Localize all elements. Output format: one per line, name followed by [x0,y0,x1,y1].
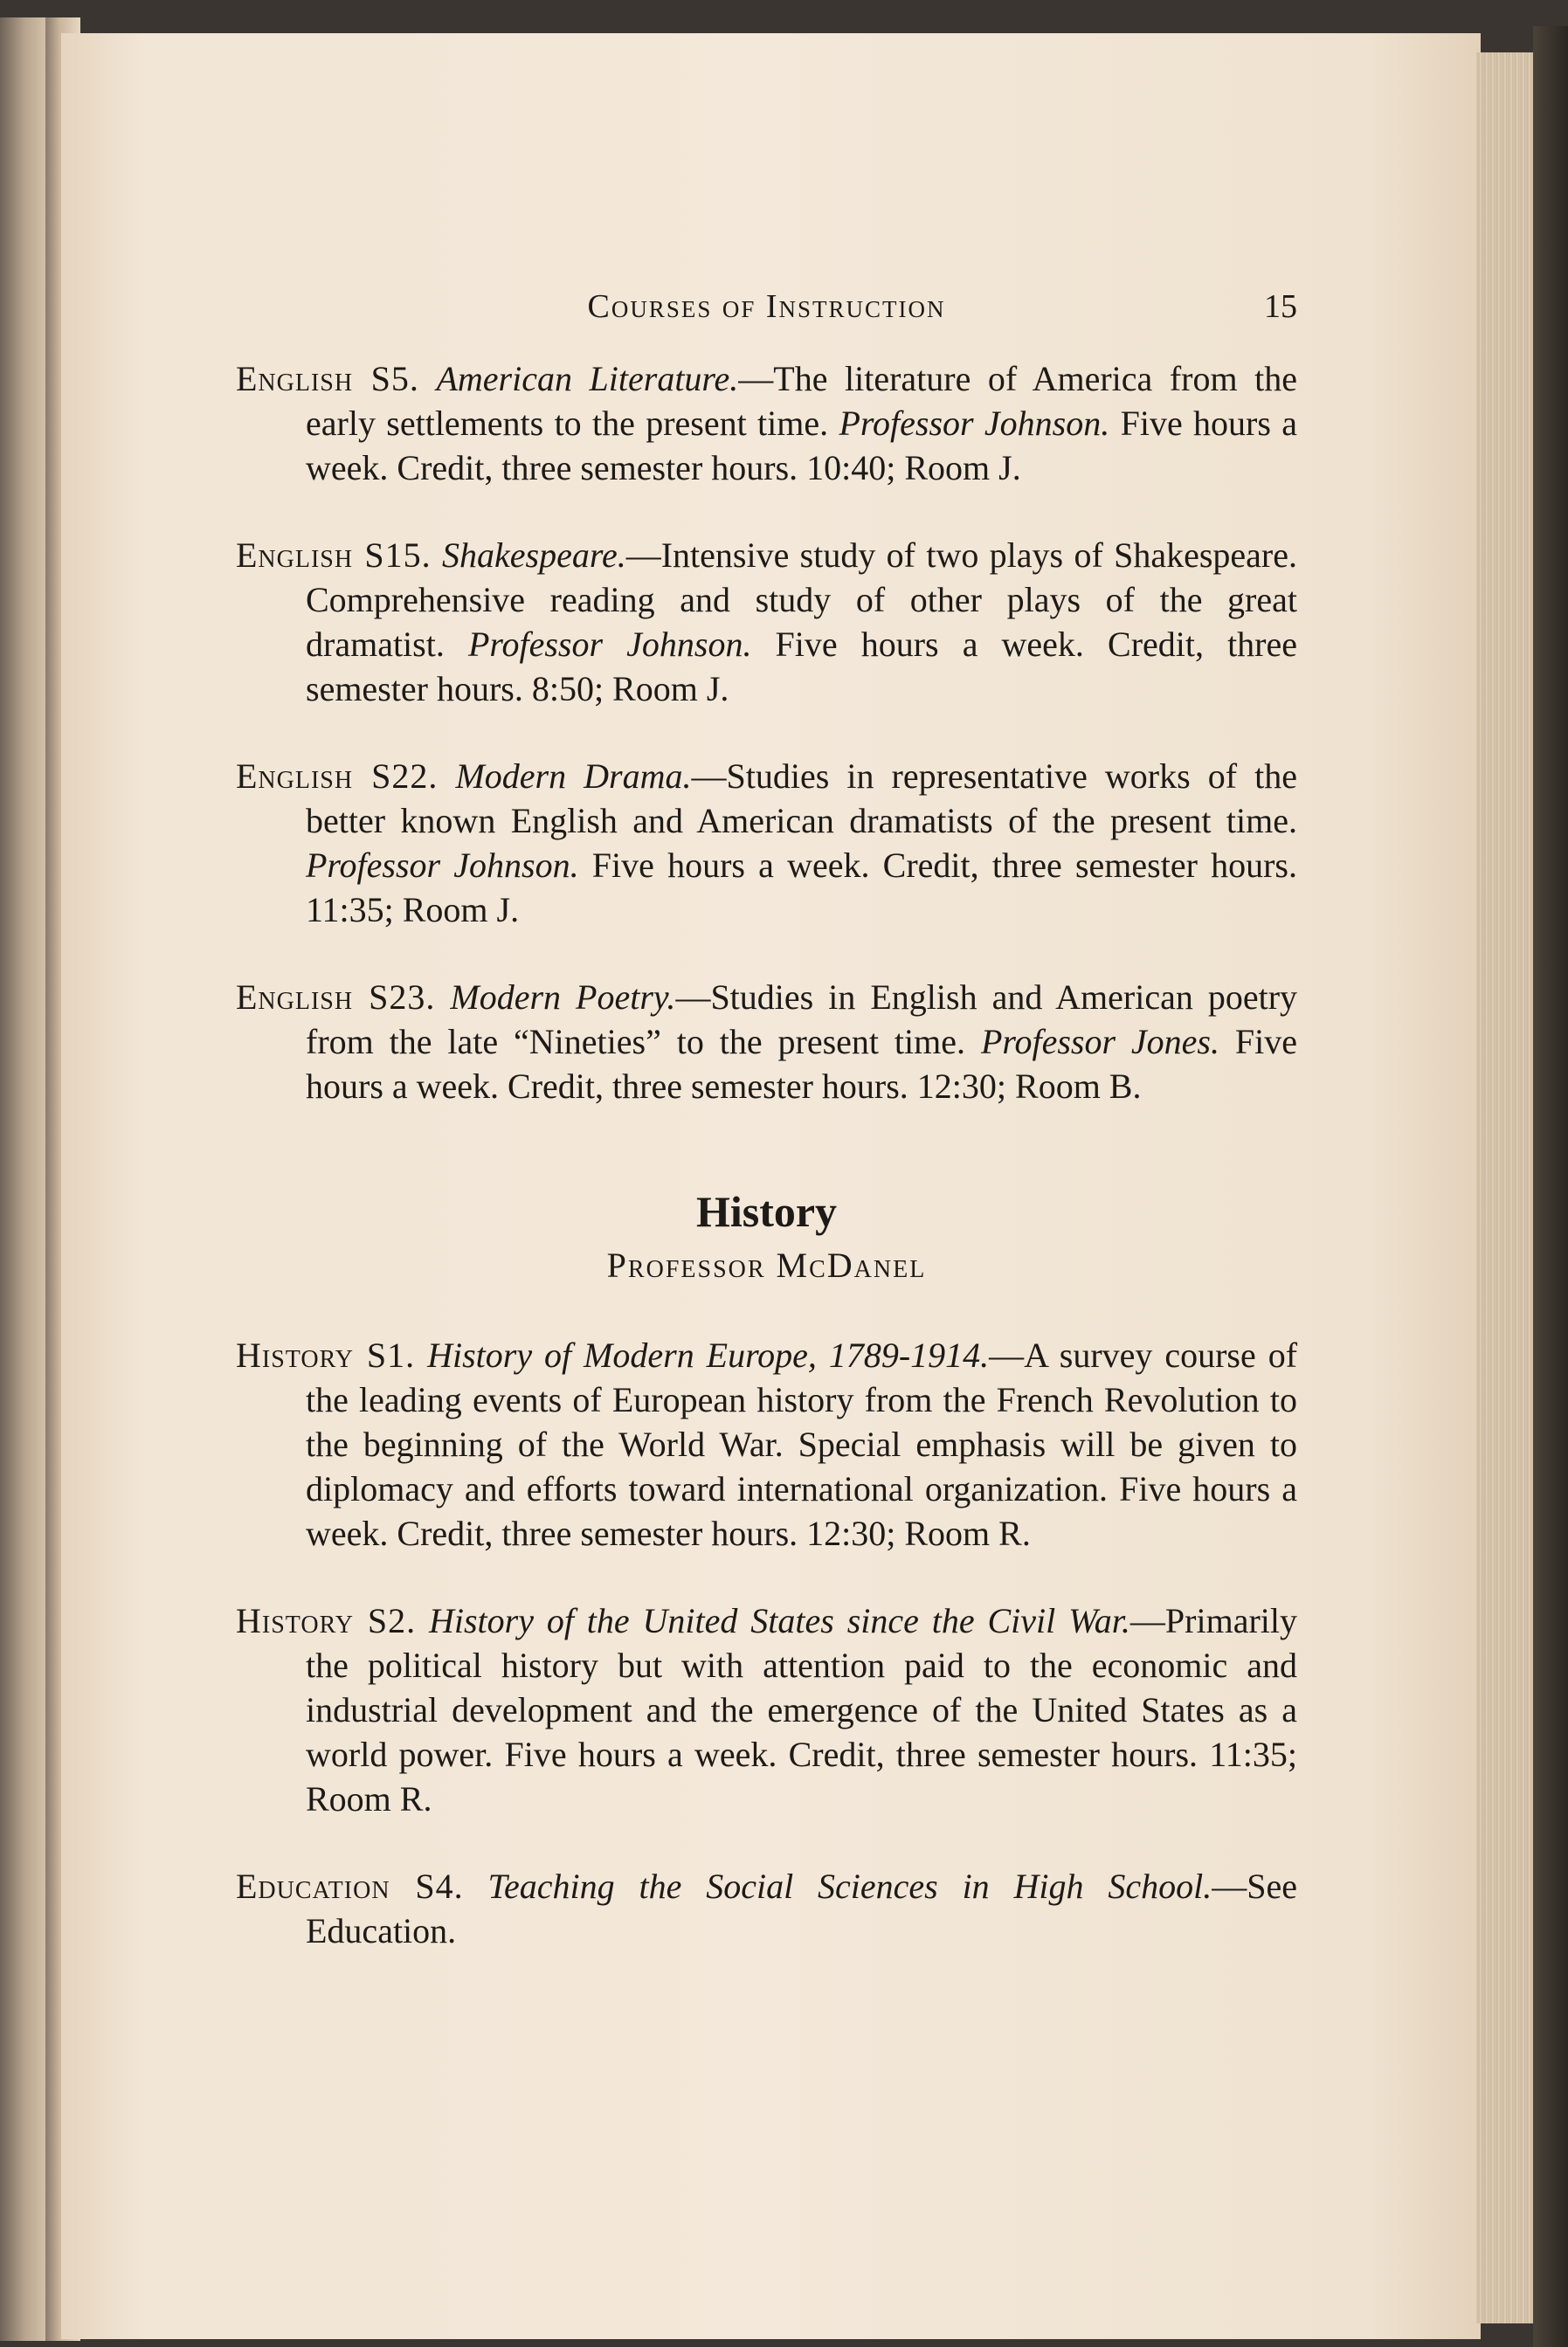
course-details: Five hours a week. Credit, three semester hours. 12:30; Room B. [306,1022,1298,1106]
course-description: —Studies in representative works of the better known English and American dramatists of the present time. [306,756,1298,840]
course-entry [236,533,1297,711]
course-description: —See Education. [306,1867,1297,1950]
page-edges [1476,52,1537,2323]
section-title: History [695,1187,838,1236]
course-title: History of Modern Europe, 1789-1914. [427,1336,990,1375]
course-description: —Primarily the political history but with attention paid to the economic and industrial development and the emergence of the United States as a world power. Five hours a week. Credit, three semester hours. 11:35; Room R. [306,1601,1298,1819]
course-title: Modern Drama. [455,756,692,796]
book-cover-edge [1533,26,1568,2347]
running-title: Courses of Instruction [587,288,946,325]
course-entry [236,356,1297,490]
section-professor: Professor McDanel [606,1246,927,1285]
course-description: —Intensive study of two plays of Shakespeare. Comprehensive reading and study of other plays of the great dramatist. [306,535,1298,664]
course-professor: Professor Johnson. [467,625,752,664]
course-code: History S1. [236,1336,416,1375]
course-title: American Literature. [436,359,739,398]
course-professor: Professor Johnson. [306,846,579,885]
course-entry [236,975,1297,1108]
course-entry [236,754,1297,932]
course-code: English S22. [236,756,439,796]
course-entry [236,1598,1297,1821]
page-number: 15 [1264,288,1297,325]
course-title: Teaching the Social Sciences in High School. [487,1867,1212,1906]
course-code: English S15. [236,535,432,575]
course-description: —Studies in English and American poetry from the late “Nineties” to the present time. [306,977,1298,1061]
facing-page-edge [0,17,51,2341]
course-details: Five hours a week. Credit, three semester hours. 10:40; Room J. [306,404,1298,487]
course-title: History of the United States since the Civil War. [428,1601,1130,1640]
course-title: Shakespeare. [442,535,626,575]
course-professor: Professor Johnson. [839,404,1110,443]
course-code: English S23. [236,977,436,1017]
course-code: English S5. [236,359,419,398]
course-details: Five hours a week. Credit, three semester hours. 8:50; Room J. [306,625,1298,708]
course-title: Modern Poetry. [450,977,676,1017]
course-entry [236,1864,1297,1953]
course-details: Five hours a week. Credit, three semester hours. 11:35; Room J. [306,846,1297,929]
page-text [236,280,1297,1996]
course-description: —The literature of America from the early settlements to the present time. [306,359,1298,443]
course-description: —A survey course of the leading events of European history from the French Revolution to the beginning of the World War. Special emphasis will be given to diplomacy and efforts toward international organization. Five hours a week. Credit, three semester hours. 12:30; Room R. [306,1336,1298,1553]
course-professor: Professor Jones. [980,1022,1219,1061]
course-entry [236,1333,1297,1556]
course-code: Education S4. [236,1867,464,1906]
running-head [236,280,1297,332]
course-code: History S2. [236,1601,417,1640]
